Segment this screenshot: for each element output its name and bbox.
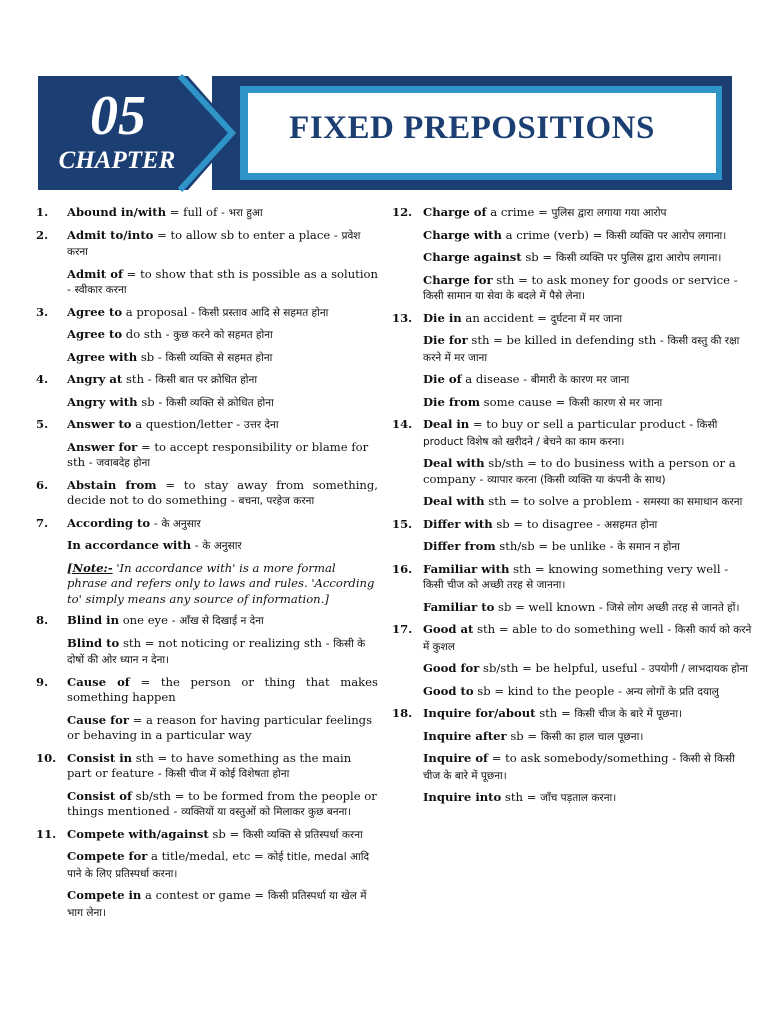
phrase-text: = a reason for having particular feelings or behaving in a particular way: [67, 712, 373, 742]
entry-line: [67, 372, 378, 389]
hindi-meaning: आँख से दिखाई न देना: [179, 615, 264, 627]
phrase-text: sb/sth = to do business with a person or a company -: [423, 456, 736, 486]
phrase-term: Compete in: [67, 888, 142, 902]
entry-number: 17.: [392, 622, 413, 636]
phrase-term: Charge with: [423, 227, 502, 242]
phrase-term: Inquire for/about: [423, 706, 536, 720]
phrase-text: = to stay away from something, decide not to do something -: [67, 477, 378, 507]
phrase-text: a crime =: [486, 205, 552, 219]
entry-line: [67, 205, 378, 222]
phrase-text: a title/medal, etc =: [147, 849, 268, 863]
phrase-text: = to show that sth is possible as a solution -: [67, 266, 378, 296]
hindi-meaning: स्वीकार करना: [74, 284, 127, 296]
phrase-text: a disease -: [461, 372, 531, 386]
hindi-meaning: असहमत होना: [604, 518, 658, 531]
entry-line: [423, 205, 752, 222]
entry-line: [423, 790, 752, 807]
hindi-meaning: किसी वस्तु की रक्षा करने में मर जाना: [423, 335, 740, 364]
hindi-meaning: व्यक्तियों या वस्तुओं को मिलाकर कुछ बनना।: [181, 806, 352, 818]
phrase-term: Consist in: [67, 750, 133, 765]
hindi-meaning: किसी चीज में कोई विशेषता होना: [165, 768, 290, 780]
entry-number: 9.: [36, 674, 49, 689]
phrase-term: In accordance with: [67, 538, 192, 552]
hindi-meaning: किसी व्यक्ति पर पुलिस द्वारा आरोप लगाना।: [555, 252, 722, 264]
chapter-title: FIXED PREPOSITIONS: [289, 110, 655, 146]
entry-number: 5.: [36, 417, 49, 431]
hindi-meaning: उत्तर देना: [243, 419, 279, 431]
phrase-term: Answer for: [67, 439, 138, 454]
entry-line: [67, 305, 378, 322]
entry-number: 10.: [36, 750, 57, 765]
hindi-meaning: किसी product विशेष को खरीदने / बेचने का काम करना।: [423, 419, 718, 448]
hindi-meaning: अन्य लोगों के प्रति दयालु: [625, 685, 719, 698]
entry-line: [423, 456, 752, 488]
hindi-meaning: किसी प्रतिस्पर्धा या खेल में भाग लेना।: [67, 890, 367, 919]
phrase-term: Admit of: [67, 266, 123, 281]
phrase-term: Blind to: [67, 635, 120, 650]
entry-number: 8.: [36, 613, 49, 627]
entry-line: [67, 636, 378, 669]
hindi-meaning: किसी कार्य को करने में कुशल: [423, 624, 752, 653]
entry-4: [36, 372, 378, 411]
usage-note: [67, 561, 378, 608]
phrase-term: Die from: [423, 394, 480, 409]
entry-7: [36, 516, 378, 608]
hindi-meaning: किसी प्रस्ताव आदि से सहमत होना: [198, 306, 329, 319]
entry-line: [67, 417, 378, 434]
phrase-term: Die for: [423, 333, 468, 347]
phrase-term: Charge for: [423, 272, 493, 287]
phrase-term: Inquire into: [423, 790, 502, 804]
entry-number: 16.: [392, 561, 413, 576]
phrase-term: Compete for: [67, 849, 148, 863]
entry-line: [67, 713, 378, 745]
phrase-text: sth = to ask money for goods or service -: [492, 272, 738, 287]
entry-line: [67, 395, 378, 412]
phrase-text: sb =: [521, 250, 556, 264]
entry-10: [36, 751, 378, 821]
phrase-text: a question/letter -: [131, 417, 244, 431]
phrase-term: Deal with: [423, 456, 485, 470]
entry-16: [392, 562, 752, 617]
phrase-term: Abound in/with: [67, 205, 167, 219]
entry-line: [423, 417, 752, 450]
phrase-term: Compete with/against: [67, 826, 209, 841]
entry-number: 2.: [36, 227, 49, 242]
entry-line: [423, 517, 752, 534]
hindi-meaning: किसी चीज को अच्छी तरह से जानना।: [423, 579, 566, 591]
entry-line: [67, 478, 378, 510]
phrase-term: Die of: [423, 372, 462, 386]
hindi-meaning: बीमारी के कारण मर जाना: [530, 374, 630, 386]
entry-line: [423, 706, 752, 723]
entry-number: 18.: [392, 706, 413, 720]
phrase-text: a proposal -: [122, 304, 199, 319]
phrase-term: Angry with: [67, 394, 138, 409]
hindi-meaning: किसी चीज के बारे में पूछना।: [574, 708, 683, 720]
phrase-term: Differ with: [423, 516, 493, 531]
hindi-meaning: भरा हुआ: [228, 207, 263, 219]
entry-line: [67, 327, 378, 344]
entry-number: 14.: [392, 417, 413, 431]
entry-line: [423, 395, 752, 412]
entry-number: 11.: [36, 826, 57, 841]
entry-line: [67, 440, 378, 472]
phrase-text: = to ask somebody/something -: [488, 751, 680, 765]
entry-14: [392, 417, 752, 511]
entry-number: 4.: [36, 372, 49, 386]
right-column: [392, 205, 752, 813]
phrase-text: one eye -: [119, 613, 180, 627]
phrase-term: Good at: [423, 622, 474, 636]
hindi-meaning: किसी व्यक्ति से प्रतिस्पर्धा करना: [242, 828, 363, 841]
phrase-term: Cause for: [67, 712, 129, 727]
hindi-meaning: जाँच पड़ताल करना।: [540, 792, 617, 804]
entry-line: [67, 849, 378, 882]
hindi-meaning: उपयोगी / लाभदायक होना: [648, 663, 748, 675]
entry-line: [67, 789, 378, 821]
entry-line: [67, 538, 378, 555]
entry-number: 13.: [392, 310, 413, 325]
phrase-text: -: [150, 515, 162, 530]
entry-line: [423, 684, 752, 701]
phrase-term: Charge against: [423, 250, 522, 264]
phrase-text: = the person or thing that makes something happen: [67, 674, 378, 704]
phrase-text: an accident =: [461, 310, 551, 325]
entry-line: [423, 751, 752, 784]
entry-11: [36, 827, 378, 922]
phrase-term: Admit to/into: [67, 227, 154, 242]
entry-15: [392, 517, 752, 556]
phrase-term: Familiar to: [423, 599, 495, 614]
phrase-term: Agree to: [67, 304, 123, 319]
phrase-text: = to accept responsibility or blame for sth -: [67, 439, 369, 469]
phrase-text: sth = not noticing or realizing sth -: [119, 635, 334, 650]
entry-line: [67, 888, 378, 921]
hindi-meaning: पुलिस द्वारा लगाया गया आरोप: [551, 207, 667, 219]
entry-number: 12.: [392, 205, 413, 219]
phrase-term: Good to: [423, 683, 474, 698]
entry-line: [67, 516, 378, 533]
entry-3: [36, 305, 378, 367]
hindi-meaning: किसी से किसी चीज के बारे में पूछना।: [423, 753, 735, 782]
hindi-meaning: प्रवेश करना: [67, 229, 361, 258]
left-column: [36, 205, 378, 927]
entry-17: [392, 622, 752, 700]
phrase-term: Charge of: [423, 205, 487, 219]
entry-6: [36, 478, 378, 510]
hindi-meaning: किसी व्यक्ति से सहमत होना: [165, 351, 273, 364]
entry-2: [36, 228, 378, 299]
phrase-text: sb/sth = be helpful, useful -: [479, 661, 649, 675]
chapter-label: CHAPTER: [58, 147, 176, 174]
entry-line: [423, 273, 752, 305]
hindi-meaning: के अनुसार: [202, 540, 242, 552]
entry-1: [36, 205, 378, 222]
entry-9: [36, 675, 378, 745]
entry-5: [36, 417, 378, 472]
phrase-term: Blind in: [67, 613, 120, 627]
phrase-text: = to allow sb to enter a place -: [153, 227, 342, 242]
entry-number: 15.: [392, 516, 413, 531]
phrase-term: Good for: [423, 661, 480, 675]
phrase-text: sth =: [501, 790, 541, 804]
entry-line: [423, 661, 752, 678]
phrase-text: = to buy or sell a particular product -: [469, 417, 697, 431]
entry-line: [423, 600, 752, 617]
phrase-term: Familiar with: [423, 561, 510, 576]
entry-18: [392, 706, 752, 807]
entry-line: [423, 729, 752, 746]
entry-line: [423, 311, 752, 328]
phrase-term: Abstain from: [67, 477, 157, 492]
hindi-meaning: समस्या का समाधान करना: [643, 496, 743, 508]
hindi-meaning: किसी कारण से मर जाना: [568, 396, 663, 409]
phrase-text: sth = able to do something well -: [473, 622, 675, 636]
phrase-text: = full of -: [166, 205, 229, 219]
phrase-term: Angry at: [67, 372, 123, 386]
phrase-text: some cause =: [479, 394, 569, 409]
entry-12: [392, 205, 752, 305]
entry-line: [423, 562, 752, 594]
phrase-term: According to: [67, 515, 151, 530]
phrase-term: Agree with: [67, 349, 138, 364]
phrase-term: Cause of: [67, 674, 130, 689]
entry-line: [423, 372, 752, 389]
phrase-text: sb =: [208, 826, 243, 841]
hindi-meaning: जवाबदेह होना: [96, 457, 151, 469]
entry-line: [67, 751, 378, 783]
phrase-text: sth = be killed in defending sth -: [467, 333, 668, 347]
phrase-text: sb -: [137, 394, 166, 409]
entry-line: [423, 494, 752, 511]
phrase-text: -: [191, 538, 203, 552]
entry-line: [67, 350, 378, 367]
chapter-banner: [0, 0, 768, 200]
entry-line: [67, 827, 378, 844]
phrase-text: sth = to have something as the main part or feature -: [67, 750, 352, 780]
phrase-term: Consist of: [67, 788, 132, 803]
phrase-term: Differ from: [423, 539, 496, 553]
phrase-text: a crime (verb) =: [501, 227, 607, 242]
phrase-term: Deal with: [423, 494, 485, 508]
phrase-text: sth = to solve a problem -: [484, 494, 644, 508]
phrase-text: do sth -: [122, 327, 174, 341]
hindi-meaning: के अनुसार: [161, 517, 201, 530]
entry-number: 6.: [36, 477, 49, 492]
phrase-term: Deal in: [423, 417, 470, 431]
hindi-meaning: जिसे लोग अच्छी तरह से जानते हों।: [606, 601, 740, 614]
phrase-text: sb = to disagree -: [492, 516, 605, 531]
hindi-meaning: किसी व्यक्ति से क्रोधित होना: [165, 396, 274, 409]
hindi-meaning: के समान न होना: [617, 541, 680, 553]
phrase-text: sb = kind to the people -: [473, 683, 626, 698]
entry-line: [67, 675, 378, 707]
hindi-meaning: किसी सामान या सेवा के बदले में पैसे लेना।: [423, 290, 586, 302]
phrase-text: sth = knowing something very well -: [509, 561, 729, 576]
phrase-text: sth =: [535, 706, 575, 720]
phrase-term: Agree to: [67, 327, 123, 341]
phrase-term: Inquire of: [423, 751, 489, 765]
phrase-term: Answer to: [67, 417, 132, 431]
entry-line: [67, 228, 378, 261]
hindi-meaning: किसी के दोषों की ओर ध्यान न देना।: [67, 637, 366, 666]
entry-line: [423, 250, 752, 267]
entry-line: [423, 622, 752, 655]
phrase-text: sb/sth = to be formed from the people or things mentioned -: [67, 788, 377, 818]
hindi-meaning: दुर्घटना में मर जाना: [550, 312, 623, 325]
phrase-text: sb = well known -: [494, 599, 607, 614]
phrase-text: sb =: [506, 728, 541, 743]
entry-8: [36, 613, 378, 669]
phrase-term: Die in: [423, 310, 462, 325]
phrase-text: a contest or game =: [141, 888, 268, 902]
entry-number: 3.: [36, 304, 49, 319]
entry-line: [67, 613, 378, 630]
phrase-text: sth -: [122, 372, 156, 386]
hindi-meaning: बचना, परहेज करना: [238, 495, 315, 507]
entry-line: [423, 539, 752, 556]
hindi-meaning: किसी बात पर क्रोधित होना: [155, 374, 258, 386]
entry-number: 7.: [36, 515, 49, 530]
hindi-meaning: किसी व्यक्ति पर आरोप लगाना।: [606, 229, 727, 242]
note-label: [Note:-: [67, 560, 113, 575]
hindi-meaning: व्यापार करना (किसी व्यक्ति या कंपनी के साथ): [487, 473, 666, 486]
note-text: 'In accordance with' is a more formal phrase and refers only to laws and rules. 'According to' simply means any source of information.]: [67, 560, 375, 606]
entry-line: [67, 267, 378, 299]
phrase-text: sb -: [137, 349, 166, 364]
phrase-term: Inquire after: [423, 728, 507, 743]
entry-number: 1.: [36, 205, 49, 219]
phrase-text: sth/sb = be unlike -: [495, 539, 618, 553]
entry-line: [423, 228, 752, 245]
entry-13: [392, 311, 752, 412]
entry-line: [423, 333, 752, 366]
chapter-number: 05: [90, 85, 146, 147]
hindi-meaning: कोई title, medal आदि पाने के लिए प्रतिस्पर्धा करना।: [67, 851, 370, 880]
hindi-meaning: किसी का हाल चाल पूछना।: [540, 730, 644, 743]
hindi-meaning: कुछ करने को सहमत होना: [173, 329, 273, 341]
